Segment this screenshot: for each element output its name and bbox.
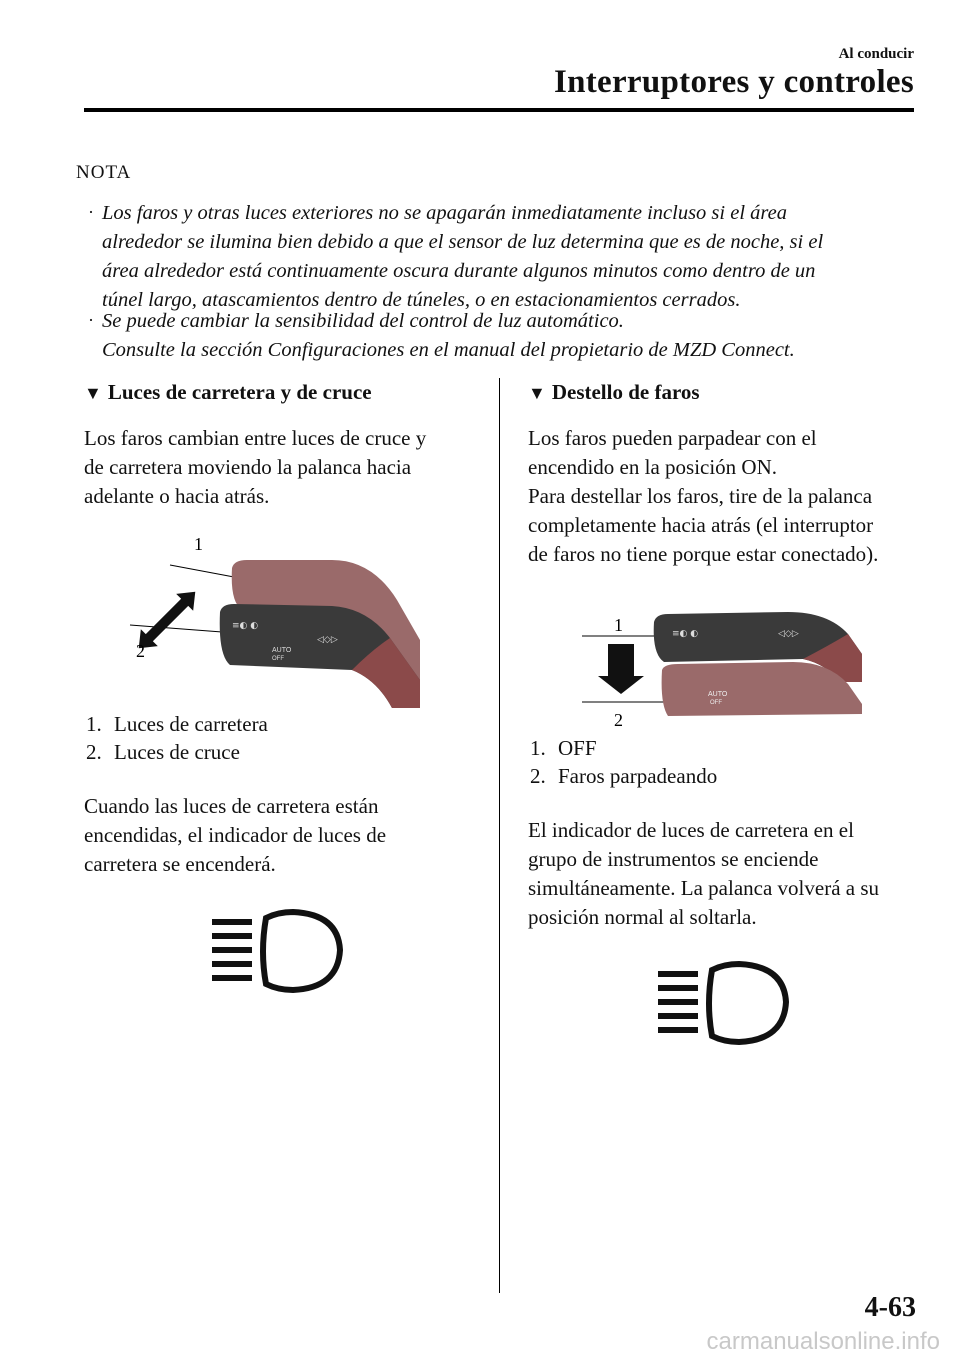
svg-text:≡◐ ◐: ≡◐ ◐ <box>672 629 699 639</box>
page-title: Interruptores y controles <box>553 64 914 100</box>
section-heading-high-low-beam <box>84 380 372 405</box>
text-line: adelante o hacia atrás. <box>84 484 270 508</box>
text-line: Los faros cambian entre luces de cruce y <box>84 426 427 450</box>
svg-text:≡◐ ◐: ≡◐ ◐ <box>232 621 259 631</box>
left-legend <box>86 710 268 766</box>
note-item-1 <box>88 199 903 315</box>
callout-1: 1 <box>614 615 623 635</box>
lever-label-off: OFF <box>272 656 284 662</box>
right-legend <box>530 734 717 790</box>
lever-label-off: OFF <box>710 700 722 706</box>
legend-item: 2. Luces de cruce <box>86 740 240 764</box>
note-line: Consulte la sección Configuraciones en el manual del propietario de MZD Connect. <box>102 339 795 361</box>
right-intro <box>528 424 878 569</box>
legend-item: 1. Luces de carretera <box>86 712 268 736</box>
section-heading-flash <box>528 380 700 405</box>
note-line: área alrededor está continuamente oscura durante algunos minutos como dentro de un <box>102 260 816 282</box>
watermark: carmanualsonline.info <box>706 1328 940 1355</box>
text-line: Cuando las luces de carretera están <box>84 794 379 818</box>
legend-label: Luces de carretera <box>114 712 268 736</box>
text-line: encendidas, el indicador de luces de <box>84 823 387 847</box>
callout-1: 1 <box>194 534 203 554</box>
lever-label-auto: AUTO <box>272 647 292 654</box>
header-section-label: Al conducir <box>838 46 914 62</box>
legend-item: 2. Faros parpadeando <box>530 764 718 788</box>
column-divider <box>499 378 500 1293</box>
section-heading-text: Destello de faros <box>551 380 700 404</box>
bullet: · <box>88 310 94 330</box>
text-line: posición normal al soltarla. <box>528 905 757 929</box>
note-line: Los faros y otras luces exteriores no se apagarán inmediatamente incluso si el área <box>102 202 787 224</box>
legend-item: 1. OFF <box>530 736 597 760</box>
text-line: Para destellar los faros, tire de la palanca <box>528 484 873 508</box>
text-line: grupo de instrumentos se enciende <box>528 847 819 871</box>
svg-text:◁◇▷: ◁◇▷ <box>317 635 338 645</box>
text-line: El indicador de luces de carretera en el <box>528 818 854 842</box>
text-line: carretera se encenderá. <box>84 852 276 876</box>
note-line: túnel largo, atascamientos dentro de túneles, o en estacionamientos cerrados. <box>102 289 741 311</box>
high-beam-indicator-icon <box>208 908 348 1003</box>
left-intro <box>84 424 426 511</box>
section-heading-text: Luces de carretera y de cruce <box>107 380 372 404</box>
lever-figure-flash <box>578 604 864 739</box>
text-line: de faros no tiene porque estar conectado). <box>528 542 879 566</box>
text-line: encendido en la posición ON. <box>528 455 778 479</box>
text-line: completamente hacia atrás (el interruptor <box>528 513 874 537</box>
callout-2: 2 <box>614 710 623 730</box>
callout-2: 2 <box>136 641 145 661</box>
header-rule <box>84 108 914 112</box>
text-line: de carretera moviendo la palanca hacia <box>84 455 412 479</box>
page-number: 4-63 <box>864 1292 916 1323</box>
legend-label: Faros parpadeando <box>558 764 718 788</box>
bullet: · <box>88 202 94 222</box>
svg-text:◁◇▷: ◁◇▷ <box>778 629 799 639</box>
triangle-marker-icon: ▼ <box>84 383 102 403</box>
legend-label: Luces de cruce <box>114 740 240 764</box>
high-beam-indicator-icon <box>654 960 794 1055</box>
text-line: simultáneamente. La palanca volverá a su <box>528 876 880 900</box>
text-line: Los faros pueden parpadear con el <box>528 426 817 450</box>
note-title: NOTA <box>76 162 132 183</box>
note-item-2 <box>88 307 903 365</box>
left-body <box>84 792 386 879</box>
down-arrow-icon <box>598 644 644 694</box>
legend-label: OFF <box>558 736 597 760</box>
note-line: Se puede cambiar la sensibilidad del control de luz automático. <box>102 310 624 332</box>
right-body <box>528 816 879 932</box>
triangle-marker-icon: ▼ <box>528 383 546 403</box>
lever-label-auto: AUTO <box>708 691 728 698</box>
lever-figure-high-low <box>122 530 422 713</box>
note-line: alrededor se ilumina bien debido a que el sensor de luz determina que es de noche, si el <box>102 231 824 253</box>
